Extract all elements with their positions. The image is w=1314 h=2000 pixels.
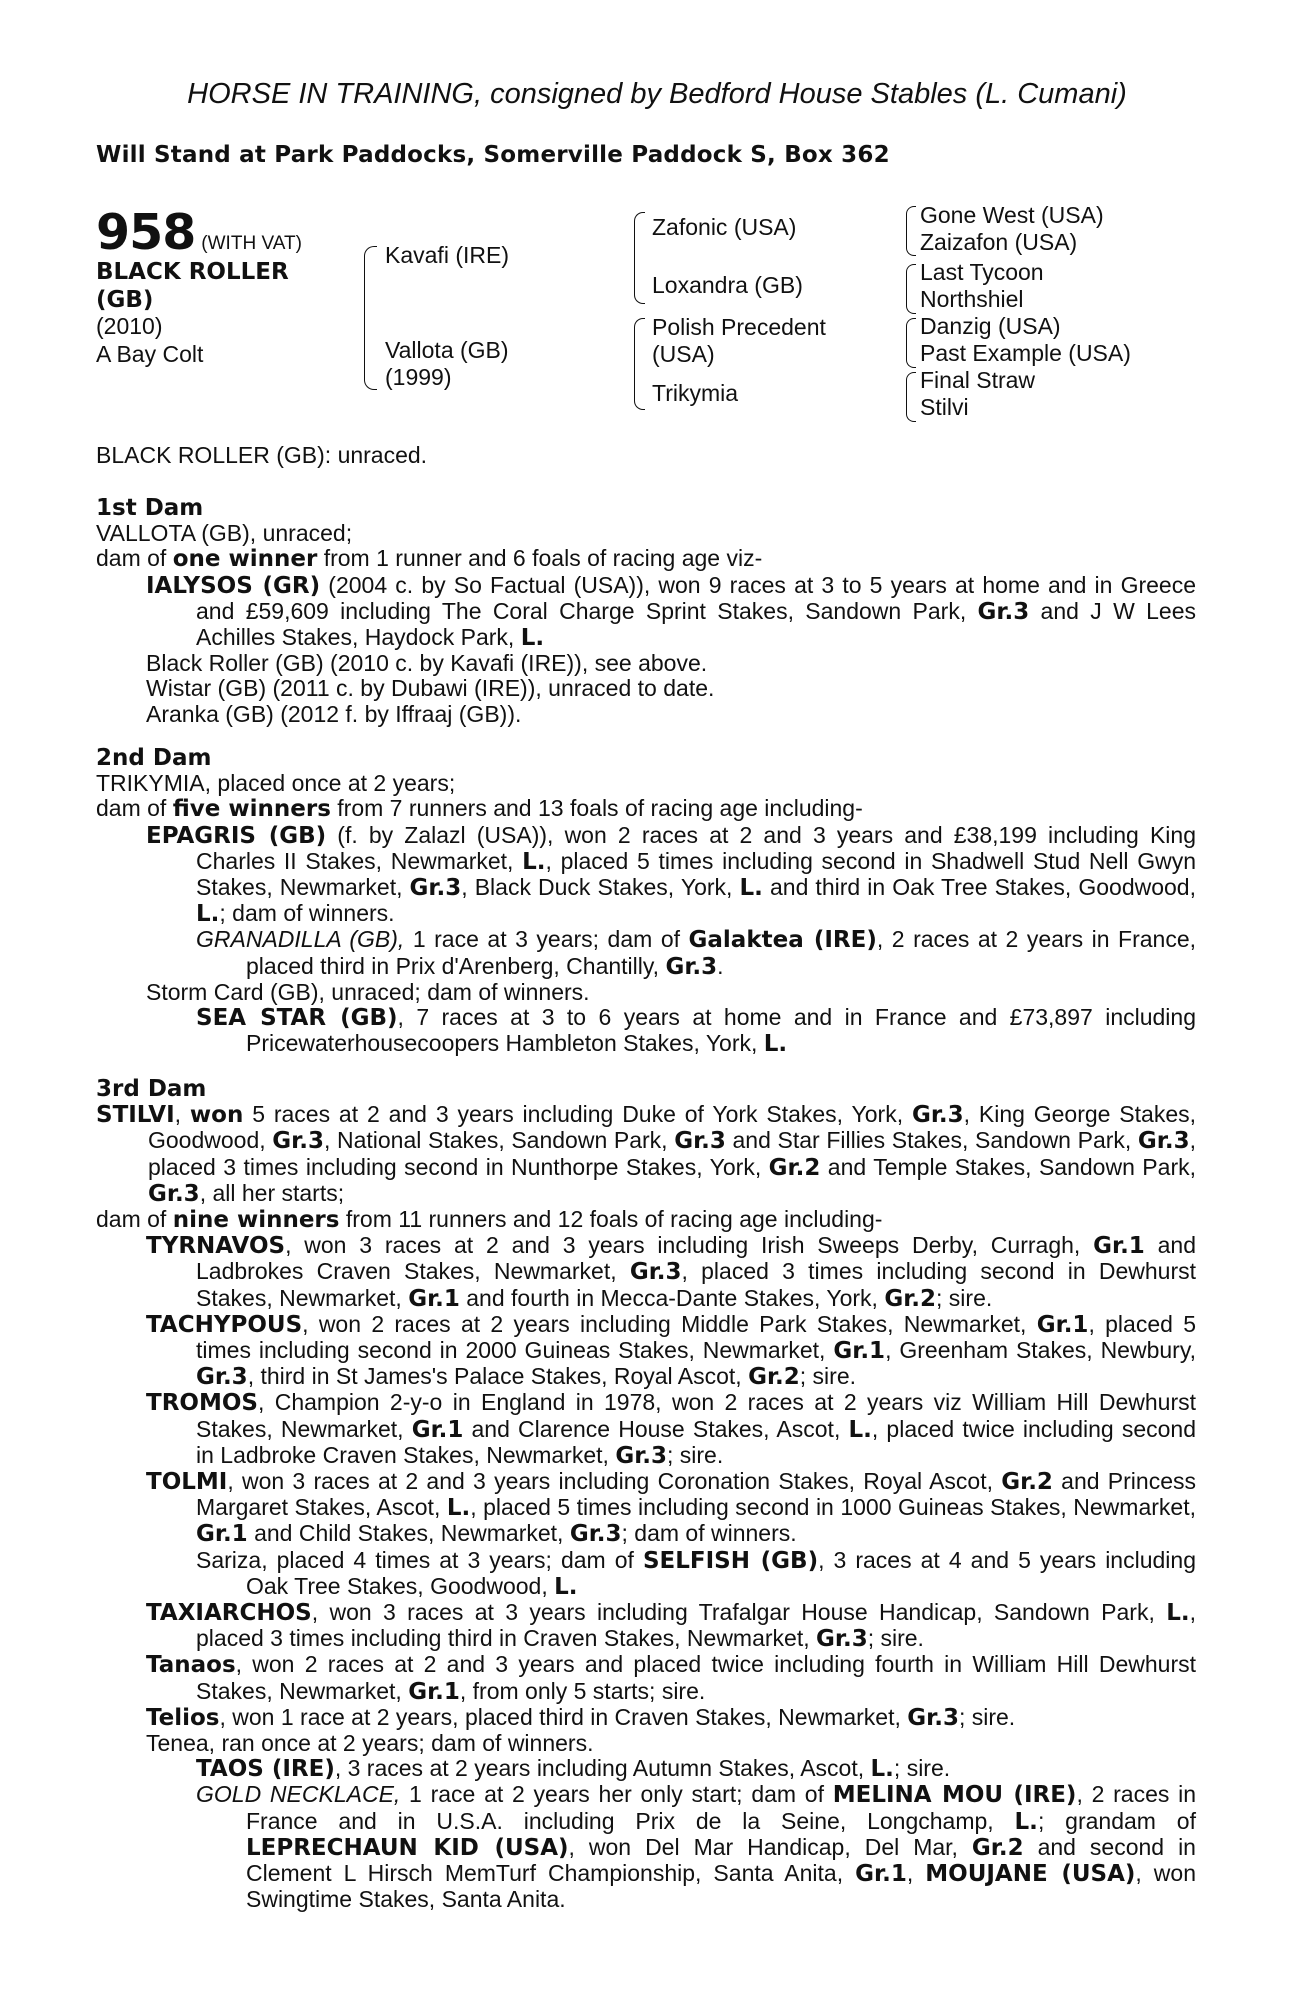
second-dam-progeny bbox=[96, 823, 1196, 928]
progeny-wistar: Wistar (GB) (2011 c. by Dubawi (IRE)), unraced to date. bbox=[146, 675, 715, 702]
pedigree-g2: Loxandra (GB) bbox=[652, 272, 803, 298]
first-dam-line: VALLOTA (GB), unraced; bbox=[96, 520, 353, 547]
stand-location: Will Stand at Park Paddocks, Somerville Paddock S, Box 362 bbox=[96, 142, 890, 168]
progeny-tromos: TROMOS, Champion 2-y-o in England in 1978, won 2 races at 2 years viz William Hill Dewhurst Stakes, Newmarket, Gr.1 and Clarence House Stakes, Ascot, L., placed twice including second in Ladbroke Craven Stakes, Newmarket, Gr.3; sire. bbox=[146, 1389, 1196, 1469]
progeny-aranka: Aranka (GB) (2012 f. by Iffraaj (GB)). bbox=[146, 700, 522, 727]
pedigree-gg3: Last Tycoon bbox=[920, 259, 1044, 285]
progeny-epagris: EPAGRIS (GB) (f. by Zalazl (USA)), won 2 races at 2 and 3 years and £38,199 including King Charles II Stakes, Newmarket, L., placed 5 times including second in Shadwell Stud Nell Gwyn Stakes, Newmarket, Gr.3, Black Duck Stakes, York, L. and third in Oak Tree Stakes, Goodwood, L.; dam of winners. bbox=[146, 821, 1196, 928]
progeny-tenea: Tenea, ran once at 2 years; dam of winners. bbox=[146, 1730, 594, 1757]
progeny-ialysos: IALYSOS (GR) (2004 c. by So Factual (USA)), won 9 races at 3 to 5 years at home and in Greece and £59,609 including The Coral Charge Sprint Stakes, Sandown Park, Gr.3 and J W Lees Achilles Stakes, Haydock Park, L. bbox=[146, 571, 1197, 652]
pedigree-sire: Kavafi (IRE) bbox=[385, 242, 509, 268]
progeny-tachypous: TACHYPOUS, won 2 races at 2 years including Middle Park Stakes, Newmarket, Gr.1, placed 5 times including second in 2000 Guineas Stakes, Newmarket, Gr.1, Greenham Stakes, Newbury, Gr.3, third in St James's Palace Stakes, Royal Ascot, Gr.2; sire. bbox=[146, 1310, 1197, 1391]
second-dam-produce: dam of five winners from 7 runners and 13 foals of racing age including- bbox=[96, 795, 863, 823]
progeny-sea-star: SEA STAR (GB), 7 races at 3 to 6 years at home and in France and £73,897 including Pricewaterhousecoopers Hambleton Stakes, York, L. bbox=[196, 1004, 1196, 1058]
third-dam-progeny-2 bbox=[96, 1600, 1196, 1756]
first-dam-produce: dam of one winner from 1 runner and 6 foals of racing age viz- bbox=[96, 545, 763, 573]
pedigree-brace-gg3 bbox=[906, 318, 916, 368]
first-dam-heading: 1st Dam bbox=[96, 495, 204, 521]
horse-year: (2010) bbox=[96, 313, 163, 339]
pedigree-gg8: Stilvi bbox=[920, 394, 969, 420]
pedigree-g3 bbox=[652, 314, 826, 368]
pedigree-brace-sire bbox=[634, 212, 645, 304]
first-dam-progeny bbox=[96, 573, 1196, 727]
pedigree-brace-gg1 bbox=[906, 206, 916, 256]
horse-info bbox=[96, 312, 203, 368]
progeny-storm-card: Storm Card (GB), unraced; dam of winners. bbox=[146, 978, 590, 1005]
horse-name bbox=[96, 258, 336, 314]
horse-name-line1: BLACK ROLLER bbox=[96, 259, 289, 285]
third-dam-line: STILVI, won 5 races at 2 and 3 years including Duke of York Stakes, York, Gr.3, King George Stakes, Goodwood, Gr.3, National Stakes, Sandown Park, Gr.3 and Star Fillies Stakes, Sandown Park, Gr.3, placed 3 times including second in Nunthorpe Stakes, York, Gr.2 and Temple Stakes, Sandown Park, Gr.3, all her starts; bbox=[96, 1101, 1197, 1207]
progeny-granadilla: GRANADILLA (GB), 1 race at 3 years; dam of Galaktea (IRE), 2 races at 2 years in France, placed third in Prix d'Arenberg, Chantilly, Gr.3. bbox=[196, 926, 1196, 980]
progeny-black-roller: Black Roller (GB) (2010 c. by Kavafi (IRE)), see above. bbox=[146, 650, 708, 677]
pedigree-brace-dam bbox=[634, 318, 645, 410]
progeny-tyrnavos: TYRNAVOS, won 3 races at 2 and 3 years including Irish Sweeps Derby, Curragh, Gr.1 and Ladbrokes Craven Stakes, Newmarket, Gr.3, placed 3 times including second in Dewhurst Stakes, Newmarket, Gr.1 and fourth in Mecca-Dante Stakes, York, Gr.2; sire. bbox=[146, 1232, 1197, 1312]
horse-name-line2: (GB) bbox=[96, 287, 154, 313]
second-dam-heading: 2nd Dam bbox=[96, 745, 212, 771]
pedigree-gg2: Zaizafon (USA) bbox=[920, 229, 1078, 255]
pedigree-dam bbox=[385, 337, 509, 391]
pedigree-brace-gg2 bbox=[906, 264, 916, 314]
third-dam-progeny bbox=[96, 1233, 1196, 1547]
second-dam-grand-progeny-2 bbox=[96, 1005, 1196, 1057]
first-dam-section bbox=[96, 496, 1196, 727]
second-dam-progeny-2 bbox=[96, 980, 1196, 1005]
pedigree-gg5: Danzig (USA) bbox=[920, 313, 1061, 339]
pedigree-dam-line1: Vallota (GB) bbox=[385, 337, 509, 363]
pedigree-g3-line2: (USA) bbox=[652, 341, 715, 367]
pedigree-gg4: Northshiel bbox=[920, 286, 1024, 312]
vat-note: (WITH VAT) bbox=[201, 233, 302, 254]
third-dam-heading: 3rd Dam bbox=[96, 1076, 207, 1102]
lot-number: 958 bbox=[96, 204, 196, 261]
pedigree-gg1: Gone West (USA) bbox=[920, 202, 1104, 228]
pedigree-g1: Zafonic (USA) bbox=[652, 214, 797, 240]
progeny-taxiarchos: TAXIARCHOS, won 3 races at 3 years including Trafalgar House Handicap, Sandown Park, L., placed 3 times including third in Craven Stakes, Newmarket, Gr.3; sire. bbox=[146, 1599, 1196, 1653]
progeny-tanaos: Tanaos, won 2 races at 2 and 3 years and placed twice including fourth in William Hill Dewhurst Stakes, Newmarket, Gr.1, from only 5 starts; sire. bbox=[146, 1651, 1196, 1705]
pedigree-gg6: Past Example (USA) bbox=[920, 340, 1131, 366]
progeny-telios: Telios, won 1 race at 2 years, placed third in Craven Stakes, Newmarket, Gr.3; sire. bbox=[146, 1703, 1016, 1731]
race-record: BLACK ROLLER (GB): unraced. bbox=[96, 442, 428, 468]
second-dam-section bbox=[96, 746, 1196, 1057]
progeny-taos: TAOS (IRE), 3 races at 2 years including Autumn Stakes, Ascot, L.; sire. bbox=[196, 1755, 951, 1783]
second-dam-grand-progeny bbox=[96, 927, 1196, 979]
third-dam-produce: dam of nine winners from 11 runners and 12 foals of racing age including- bbox=[96, 1206, 883, 1234]
pedigree-dam-line2: (1999) bbox=[385, 364, 452, 390]
progeny-sariza: Sariza, placed 4 times at 3 years; dam of SELFISH (GB), 3 races at 4 and 5 years including Oak Tree Stakes, Goodwood, L. bbox=[196, 1546, 1196, 1600]
page-title: HORSE IN TRAINING, consigned by Bedford House Stables (L. Cumani) bbox=[187, 78, 1127, 110]
progeny-gold-necklace: GOLD NECKLACE, 1 race at 2 years her only start; dam of MELINA MOU (IRE), 2 races in France and in U.S.A. including Prix de la Seine, Longchamp, L.; grandam of LEPRECHAUN KID (USA), won Del Mar Handicap, Del Mar, Gr.2 and second in Clement L Hirsch MemTurf Championship, Santa Anita, Gr.1, MOUJANE (USA), won Swingtime Stakes, Santa Anita. bbox=[196, 1781, 1197, 1913]
third-dam-grand-progeny bbox=[96, 1548, 1196, 1600]
second-dam-line: TRIKYMIA, placed once at 2 years; bbox=[96, 770, 456, 797]
pedigree-g3-line1: Polish Precedent bbox=[652, 314, 826, 340]
pedigree-brace-gg4 bbox=[906, 372, 916, 422]
third-dam-grand-progeny-2 bbox=[96, 1756, 1196, 1912]
pedigree-g4: Trikymia bbox=[652, 380, 739, 406]
horse-description: A Bay Colt bbox=[96, 341, 204, 367]
lot-number-line bbox=[96, 204, 302, 261]
pedigree-brace-main bbox=[364, 246, 377, 390]
pedigree-gg7: Final Straw bbox=[920, 367, 1036, 393]
third-dam-section bbox=[96, 1077, 1196, 1913]
progeny-tolmi: TOLMI, won 3 races at 2 and 3 years including Coronation Stakes, Royal Ascot, Gr.2 and Princess Margaret Stakes, Ascot, L., placed 5 times including second in 1000 Guineas Stakes, Newmarket, Gr.1 and Child Stakes, Newmarket, Gr.3; dam of winners. bbox=[146, 1468, 1196, 1548]
